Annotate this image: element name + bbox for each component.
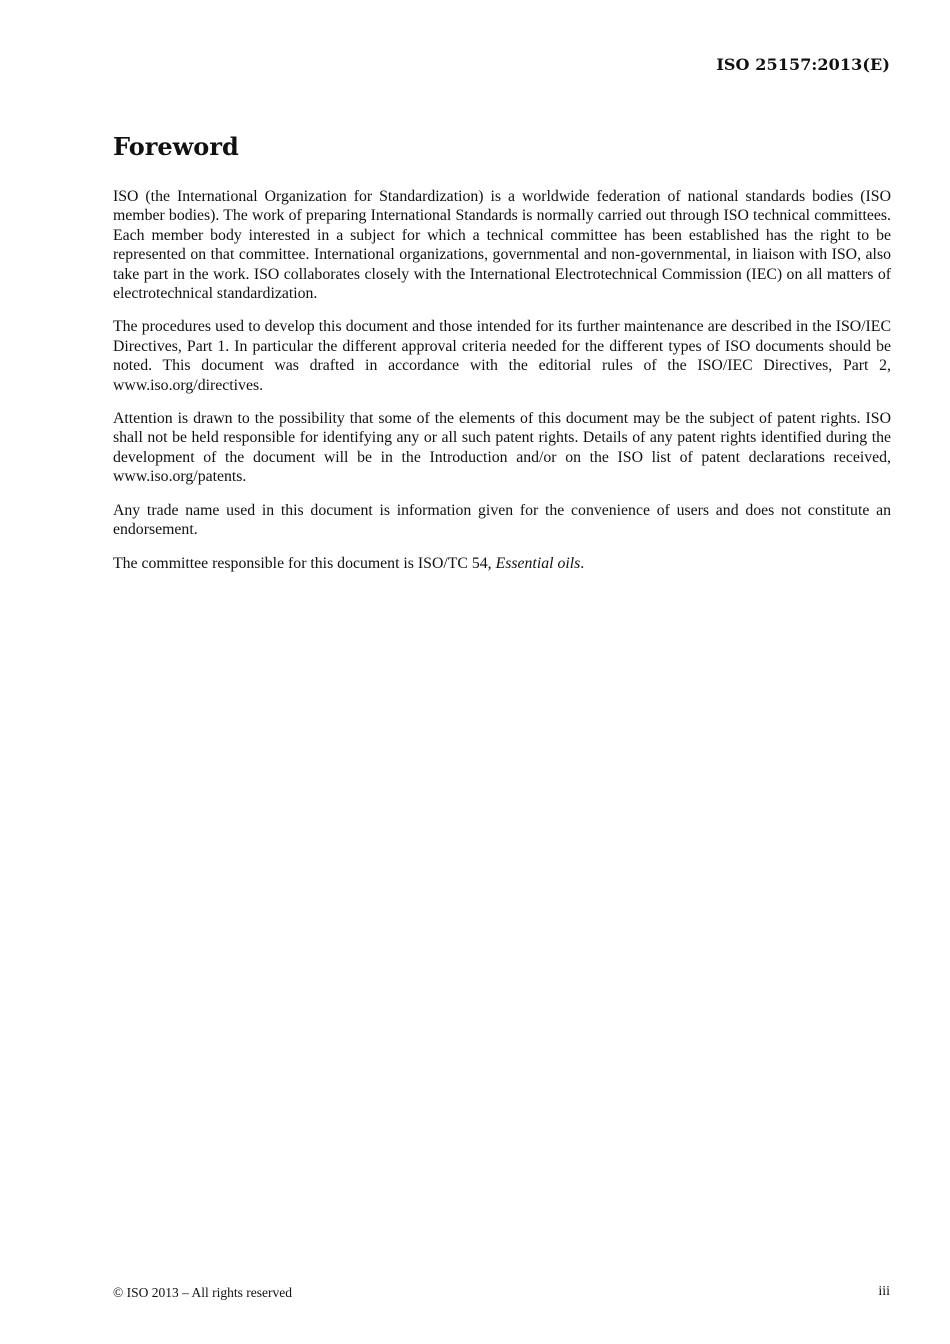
foreword-body	[113, 187, 891, 587]
page-title: Foreword	[113, 132, 239, 161]
committee-suffix: .	[580, 554, 585, 572]
paragraph-patent-rights: Attention is drawn to the possibility that some of the elements of this document may be the subject of patent rights. ISO shall not be held responsible for identifying any or all such patent rights. Details of any patent rights identified during the development of the document will be in the Introduction and/or on the ISO list of patent declarations received, www.iso.org/patents.	[113, 410, 891, 486]
copyright-notice: © ISO 2013 – All rights reserved	[113, 1285, 292, 1300]
paragraph-trade-name: Any trade name used in this document is information given for the convenience of users and does not constitute an endorsement.	[113, 501, 891, 539]
document-id: ISO 25157:2013(E)	[716, 55, 890, 74]
page-number: iii	[878, 1284, 890, 1299]
committee-prefix: The committee responsible for this document is ISO/TC 54,	[113, 554, 496, 572]
paragraph-committee	[113, 554, 891, 573]
paragraph-iso-overview: ISO (the International Organization for Standardization) is a worldwide federation of national standards bodies (ISO member bodies). The work of preparing International Standards is normally carried out through ISO technical committees. Each member body interested in a subject for which a technical committee has been established has the right to be represented on that committee. International organizations, governmental and non-governmental, in liaison with ISO, also take part in the work. ISO collaborates closely with the International Electrotechnical Commission (IEC) on all matters of electrotechnical standardization.	[113, 188, 891, 303]
paragraph-procedures: The procedures used to develop this document and those intended for its further maintenance are described in the ISO/IEC Directives, Part 1. In particular the different approval criteria needed for the different types of ISO documents should be noted. This document was drafted in accordance with the editorial rules of the ISO/IEC Directives, Part 2, www.iso.org/directives.	[113, 318, 891, 394]
committee-name: Essential oils	[495, 554, 581, 572]
